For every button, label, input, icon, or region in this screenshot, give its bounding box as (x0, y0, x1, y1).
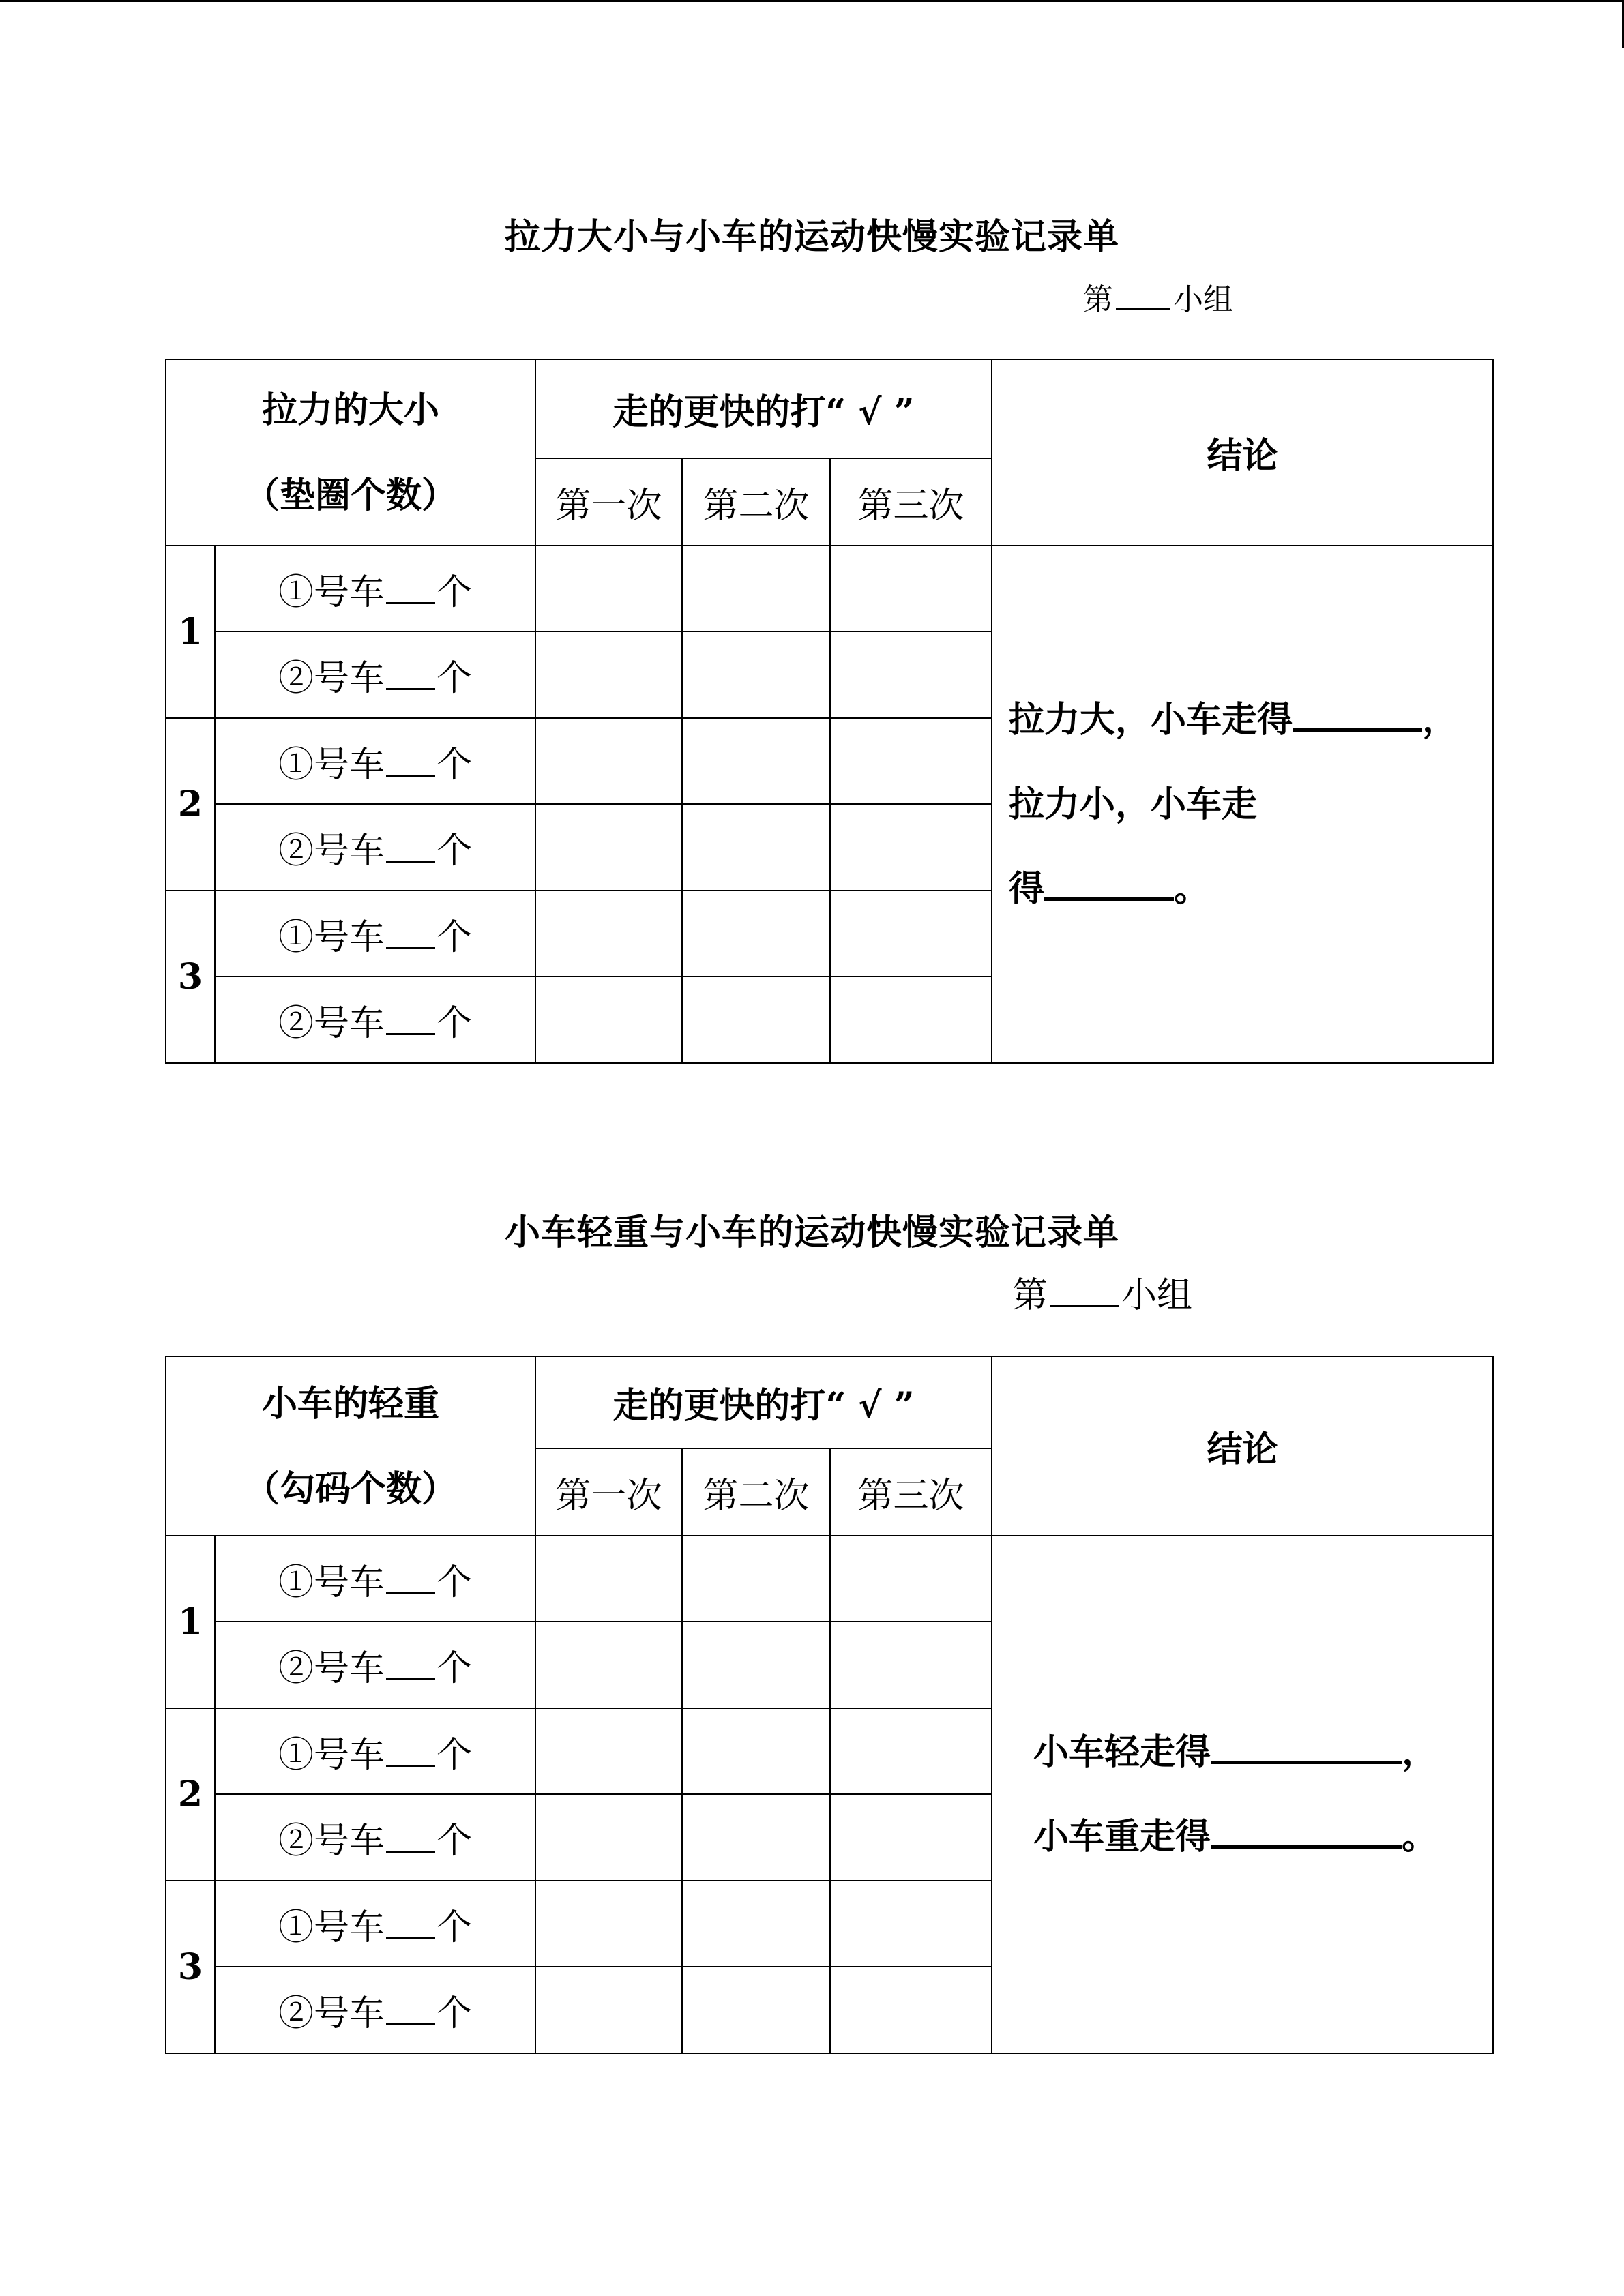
section1-title: 拉力大小与小车的运动快慢实验记录单 (504, 216, 1119, 258)
car-label: ①号车 (278, 916, 385, 958)
car-label: ②号车 (278, 1821, 385, 1862)
conclusion-blank-2[interactable] (1044, 870, 1174, 901)
count-blank[interactable] (386, 920, 435, 949)
trial-3-header: 第三次 (830, 458, 992, 546)
faster-column-header: 走的更快的打“ √ ” (535, 1356, 992, 1448)
count-blank[interactable] (386, 1651, 435, 1680)
check-cell[interactable] (535, 976, 682, 1063)
conclusion-column-header: 结论 (992, 359, 1493, 546)
check-cell[interactable] (682, 1622, 830, 1708)
unit-label: 个 (437, 1734, 473, 1776)
check-cell[interactable] (682, 976, 830, 1063)
check-cell[interactable] (535, 1536, 682, 1622)
row-index-3: 3 (166, 1881, 215, 2053)
unit-label: 个 (437, 658, 473, 699)
check-cell[interactable] (830, 1622, 992, 1708)
check-cell[interactable] (682, 891, 830, 976)
count-blank[interactable] (386, 1910, 435, 1939)
trial-2-header: 第二次 (682, 458, 830, 546)
conclusion-line1: 小车轻走得 (1033, 1731, 1211, 1773)
row-index-3: 3 (166, 891, 215, 1063)
count-blank[interactable] (386, 661, 435, 690)
force-column-header (166, 359, 535, 546)
row-index-2: 2 (166, 1708, 215, 1881)
check-cell[interactable] (830, 891, 992, 976)
check-cell[interactable] (830, 976, 992, 1063)
car-label: ②号车 (278, 1003, 385, 1044)
conclusion-line2: 拉力小，小车走 (1009, 783, 1258, 825)
unit-label: 个 (437, 831, 473, 871)
unit-label: 个 (437, 916, 473, 958)
count-blank[interactable] (386, 1738, 435, 1767)
check-cell[interactable] (830, 631, 992, 718)
count-blank[interactable] (386, 833, 435, 863)
group-suffix: 小组 (1173, 282, 1233, 317)
car1-count-cell[interactable] (215, 546, 535, 631)
section1-conclusion[interactable] (992, 546, 1493, 1063)
count-blank[interactable] (386, 1823, 435, 1853)
car2-count-cell[interactable] (215, 1967, 535, 2053)
unit-label: 个 (437, 571, 473, 613)
car1-count-cell[interactable] (215, 1881, 535, 1967)
conclusion-comma: ， (1402, 1731, 1438, 1773)
car-label: ①号车 (278, 571, 385, 613)
force-header-line2: （垫圈个数） (244, 474, 458, 516)
section1-record-table (165, 359, 1494, 1064)
unit-label: 个 (437, 1648, 473, 1689)
car2-count-cell[interactable] (215, 976, 535, 1063)
conclusion-blank-1[interactable] (1211, 1733, 1402, 1764)
check-cell[interactable] (830, 718, 992, 804)
group-suffix: 小组 (1121, 1275, 1193, 1316)
check-cell[interactable] (535, 1967, 682, 2053)
check-cell[interactable] (830, 1794, 992, 1881)
faster-column-header: 走的更快的打“ √ ” (535, 359, 992, 458)
conclusion-comma: ， (1422, 698, 1458, 741)
group-prefix: 第 (1083, 282, 1113, 317)
check-cell[interactable] (535, 718, 682, 804)
page-top-border (0, 0, 1624, 2)
car-label: ①号车 (278, 1907, 385, 1948)
group-prefix: 第 (1012, 1275, 1048, 1316)
check-cell[interactable] (535, 1794, 682, 1881)
count-blank[interactable] (386, 1006, 435, 1035)
count-blank[interactable] (386, 575, 435, 604)
row-index-1: 1 (166, 546, 215, 718)
trial-3-header: 第三次 (830, 1448, 992, 1536)
weight-header-line1: 小车的轻重 (262, 1382, 440, 1425)
check-cell[interactable] (682, 718, 830, 804)
unit-label: 个 (437, 744, 473, 786)
check-cell[interactable] (682, 1708, 830, 1794)
car-label: ②号车 (278, 831, 385, 871)
car1-count-cell[interactable] (215, 1536, 535, 1622)
section1-group-label (1083, 275, 1233, 318)
check-cell[interactable] (535, 1881, 682, 1967)
check-cell[interactable] (682, 804, 830, 891)
check-cell[interactable] (830, 546, 992, 631)
car-label: ②号车 (278, 1993, 385, 2034)
check-cell[interactable] (830, 1967, 992, 2053)
car-label: ②号车 (278, 658, 385, 699)
count-blank[interactable] (386, 1996, 435, 2025)
group-number-blank[interactable] (1050, 1278, 1119, 1307)
check-cell[interactable] (535, 891, 682, 976)
check-cell[interactable] (830, 1708, 992, 1794)
check-cell[interactable] (535, 546, 682, 631)
section2-record-table (165, 1356, 1494, 2054)
section2-conclusion[interactable] (992, 1536, 1493, 2053)
car2-count-cell[interactable] (215, 1622, 535, 1708)
conclusion-blank-1[interactable] (1293, 701, 1422, 732)
section2-title: 小车轻重与小车的运动快慢实验记录单 (504, 1212, 1119, 1253)
car-label: ①号车 (278, 744, 385, 786)
check-cell[interactable] (830, 1881, 992, 1967)
unit-label: 个 (437, 1993, 473, 2034)
check-cell[interactable] (682, 1794, 830, 1881)
check-cell[interactable] (682, 631, 830, 718)
conclusion-period: 。 (1402, 1815, 1438, 1858)
force-header-line1: 拉力的大小 (262, 389, 440, 431)
check-cell[interactable] (830, 804, 992, 891)
check-cell[interactable] (535, 631, 682, 718)
unit-label: 个 (437, 1003, 473, 1044)
count-blank[interactable] (386, 747, 435, 777)
check-cell[interactable] (830, 1536, 992, 1622)
car-label: ②号车 (278, 1648, 385, 1689)
section2-group-label (1012, 1266, 1192, 1317)
check-cell[interactable] (682, 1967, 830, 2053)
row-index-1: 1 (166, 1536, 215, 1708)
conclusion-column-header: 结论 (992, 1356, 1493, 1536)
trial-1-header: 第一次 (535, 458, 682, 546)
check-cell[interactable] (682, 546, 830, 631)
car2-count-cell[interactable] (215, 1794, 535, 1881)
check-cell[interactable] (535, 804, 682, 891)
conclusion-line1: 拉力大，小车走得 (1009, 698, 1293, 741)
unit-label: 个 (437, 1907, 473, 1948)
car2-count-cell[interactable] (215, 631, 535, 718)
conclusion-period: 。 (1174, 867, 1210, 910)
car1-count-cell[interactable] (215, 1708, 535, 1794)
car1-count-cell[interactable] (215, 891, 535, 976)
check-cell[interactable] (535, 1708, 682, 1794)
unit-label: 个 (437, 1821, 473, 1862)
weight-column-header (166, 1356, 535, 1536)
conclusion-blank-2[interactable] (1211, 1818, 1402, 1849)
check-cell[interactable] (535, 1622, 682, 1708)
check-cell[interactable] (682, 1536, 830, 1622)
trial-2-header: 第二次 (682, 1448, 830, 1536)
car1-count-cell[interactable] (215, 718, 535, 804)
conclusion-line2: 小车重走得 (1033, 1815, 1211, 1858)
group-number-blank[interactable] (1116, 284, 1170, 310)
check-cell[interactable] (682, 1881, 830, 1967)
car2-count-cell[interactable] (215, 804, 535, 891)
weight-header-line2: （勾码个数） (244, 1467, 458, 1510)
car-label: ①号车 (278, 1734, 385, 1776)
car-label: ①号车 (278, 1562, 385, 1603)
count-blank[interactable] (386, 1565, 435, 1594)
row-index-2: 2 (166, 718, 215, 891)
conclusion-line3: 得 (1009, 867, 1045, 910)
unit-label: 个 (437, 1562, 473, 1603)
trial-1-header: 第一次 (535, 1448, 682, 1536)
